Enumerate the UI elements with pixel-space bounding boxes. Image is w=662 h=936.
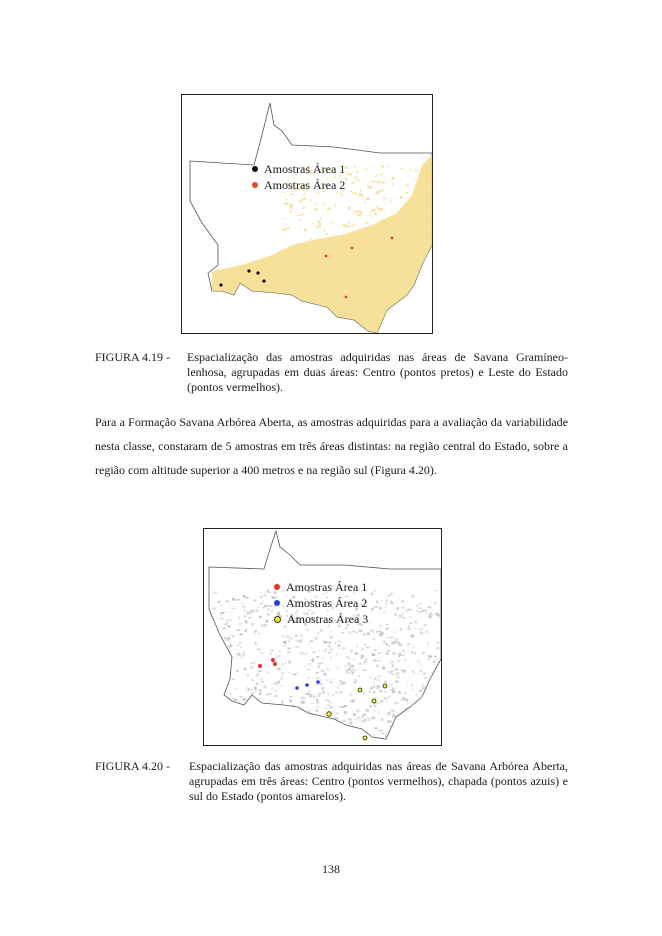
legend-item-area3 (274, 611, 368, 627)
legend-label: Amostras Área 3 (287, 612, 369, 626)
legend-marker-icon (274, 584, 280, 590)
sample-point-area2 (345, 296, 348, 299)
caption-text: Espacialização das amostras adquiridas nas áreas de Savana Arbórea Aberta, agrupadas em três áreas: Centro (pontos vermelhos), chapada (pontos azuis) e sul do Estado (pontos amarelos). (189, 759, 568, 803)
sample-point-area2 (295, 686, 299, 690)
sample-point-area1 (258, 664, 262, 668)
caption-text: Espacialização das amostras adquiridas nas áreas de Savana Gramíneo-lenhosa, agrupadas em duas áreas: Centro (pontos pretos) e Leste do Estado (pontos vermelhos). (187, 350, 568, 394)
legend-item-area1 (252, 161, 345, 177)
figure-4-20-map (203, 528, 442, 746)
body-paragraph: Para a Formação Savana Arbórea Aberta, as amostras adquiridas para a avaliação da variabilidade nesta classe, constaram de 5 amostras em três áreas distintas: na região central do Estado, sobre a região com altitude superior a 400 metros e na região sul (Figura 4.20). (95, 415, 568, 477)
sample-point-area2 (351, 247, 354, 250)
state-map-2 (204, 529, 441, 745)
sample-point-area1 (262, 279, 265, 282)
figure-4-19-map (181, 94, 433, 334)
figure-4-20-caption (95, 759, 568, 804)
legend-label: Amostras Área 2 (286, 596, 368, 610)
caption-label: FIGURA 4.20 - (95, 759, 171, 773)
legend-label: Amostras Área 2 (264, 178, 346, 192)
page-number: 138 (322, 862, 340, 876)
legend-2 (274, 579, 368, 627)
legend-marker-icon (274, 616, 281, 623)
sample-point-area1 (219, 283, 222, 286)
sample-point-area3 (383, 684, 387, 688)
sample-point-area3 (372, 699, 376, 703)
sample-point-area2 (316, 680, 320, 684)
figure-4-19-caption (95, 350, 568, 395)
legend-item-area2 (252, 177, 345, 193)
sample-point-area1 (256, 271, 259, 274)
sample-point-area3 (363, 736, 367, 740)
sample-point-area3 (327, 712, 332, 717)
legend-item-area2 (274, 595, 368, 611)
legend-item-area1 (274, 579, 368, 595)
legend-marker-icon (252, 182, 258, 188)
sample-point-area1 (271, 658, 275, 662)
sample-point-area3 (358, 688, 362, 692)
legend-1 (252, 161, 345, 193)
legend-label: Amostras Área 1 (286, 580, 368, 594)
sample-point-area1 (247, 269, 250, 272)
state-map-1 (182, 95, 432, 333)
legend-marker-icon (252, 166, 258, 172)
sample-point-area1 (273, 662, 277, 666)
sample-point-area2 (305, 683, 309, 687)
legend-label: Amostras Área 1 (264, 162, 346, 176)
caption-label: FIGURA 4.19 - (95, 350, 171, 364)
sample-point-area2 (325, 255, 328, 258)
legend-marker-icon (274, 600, 280, 606)
sample-point-area2 (391, 237, 394, 240)
